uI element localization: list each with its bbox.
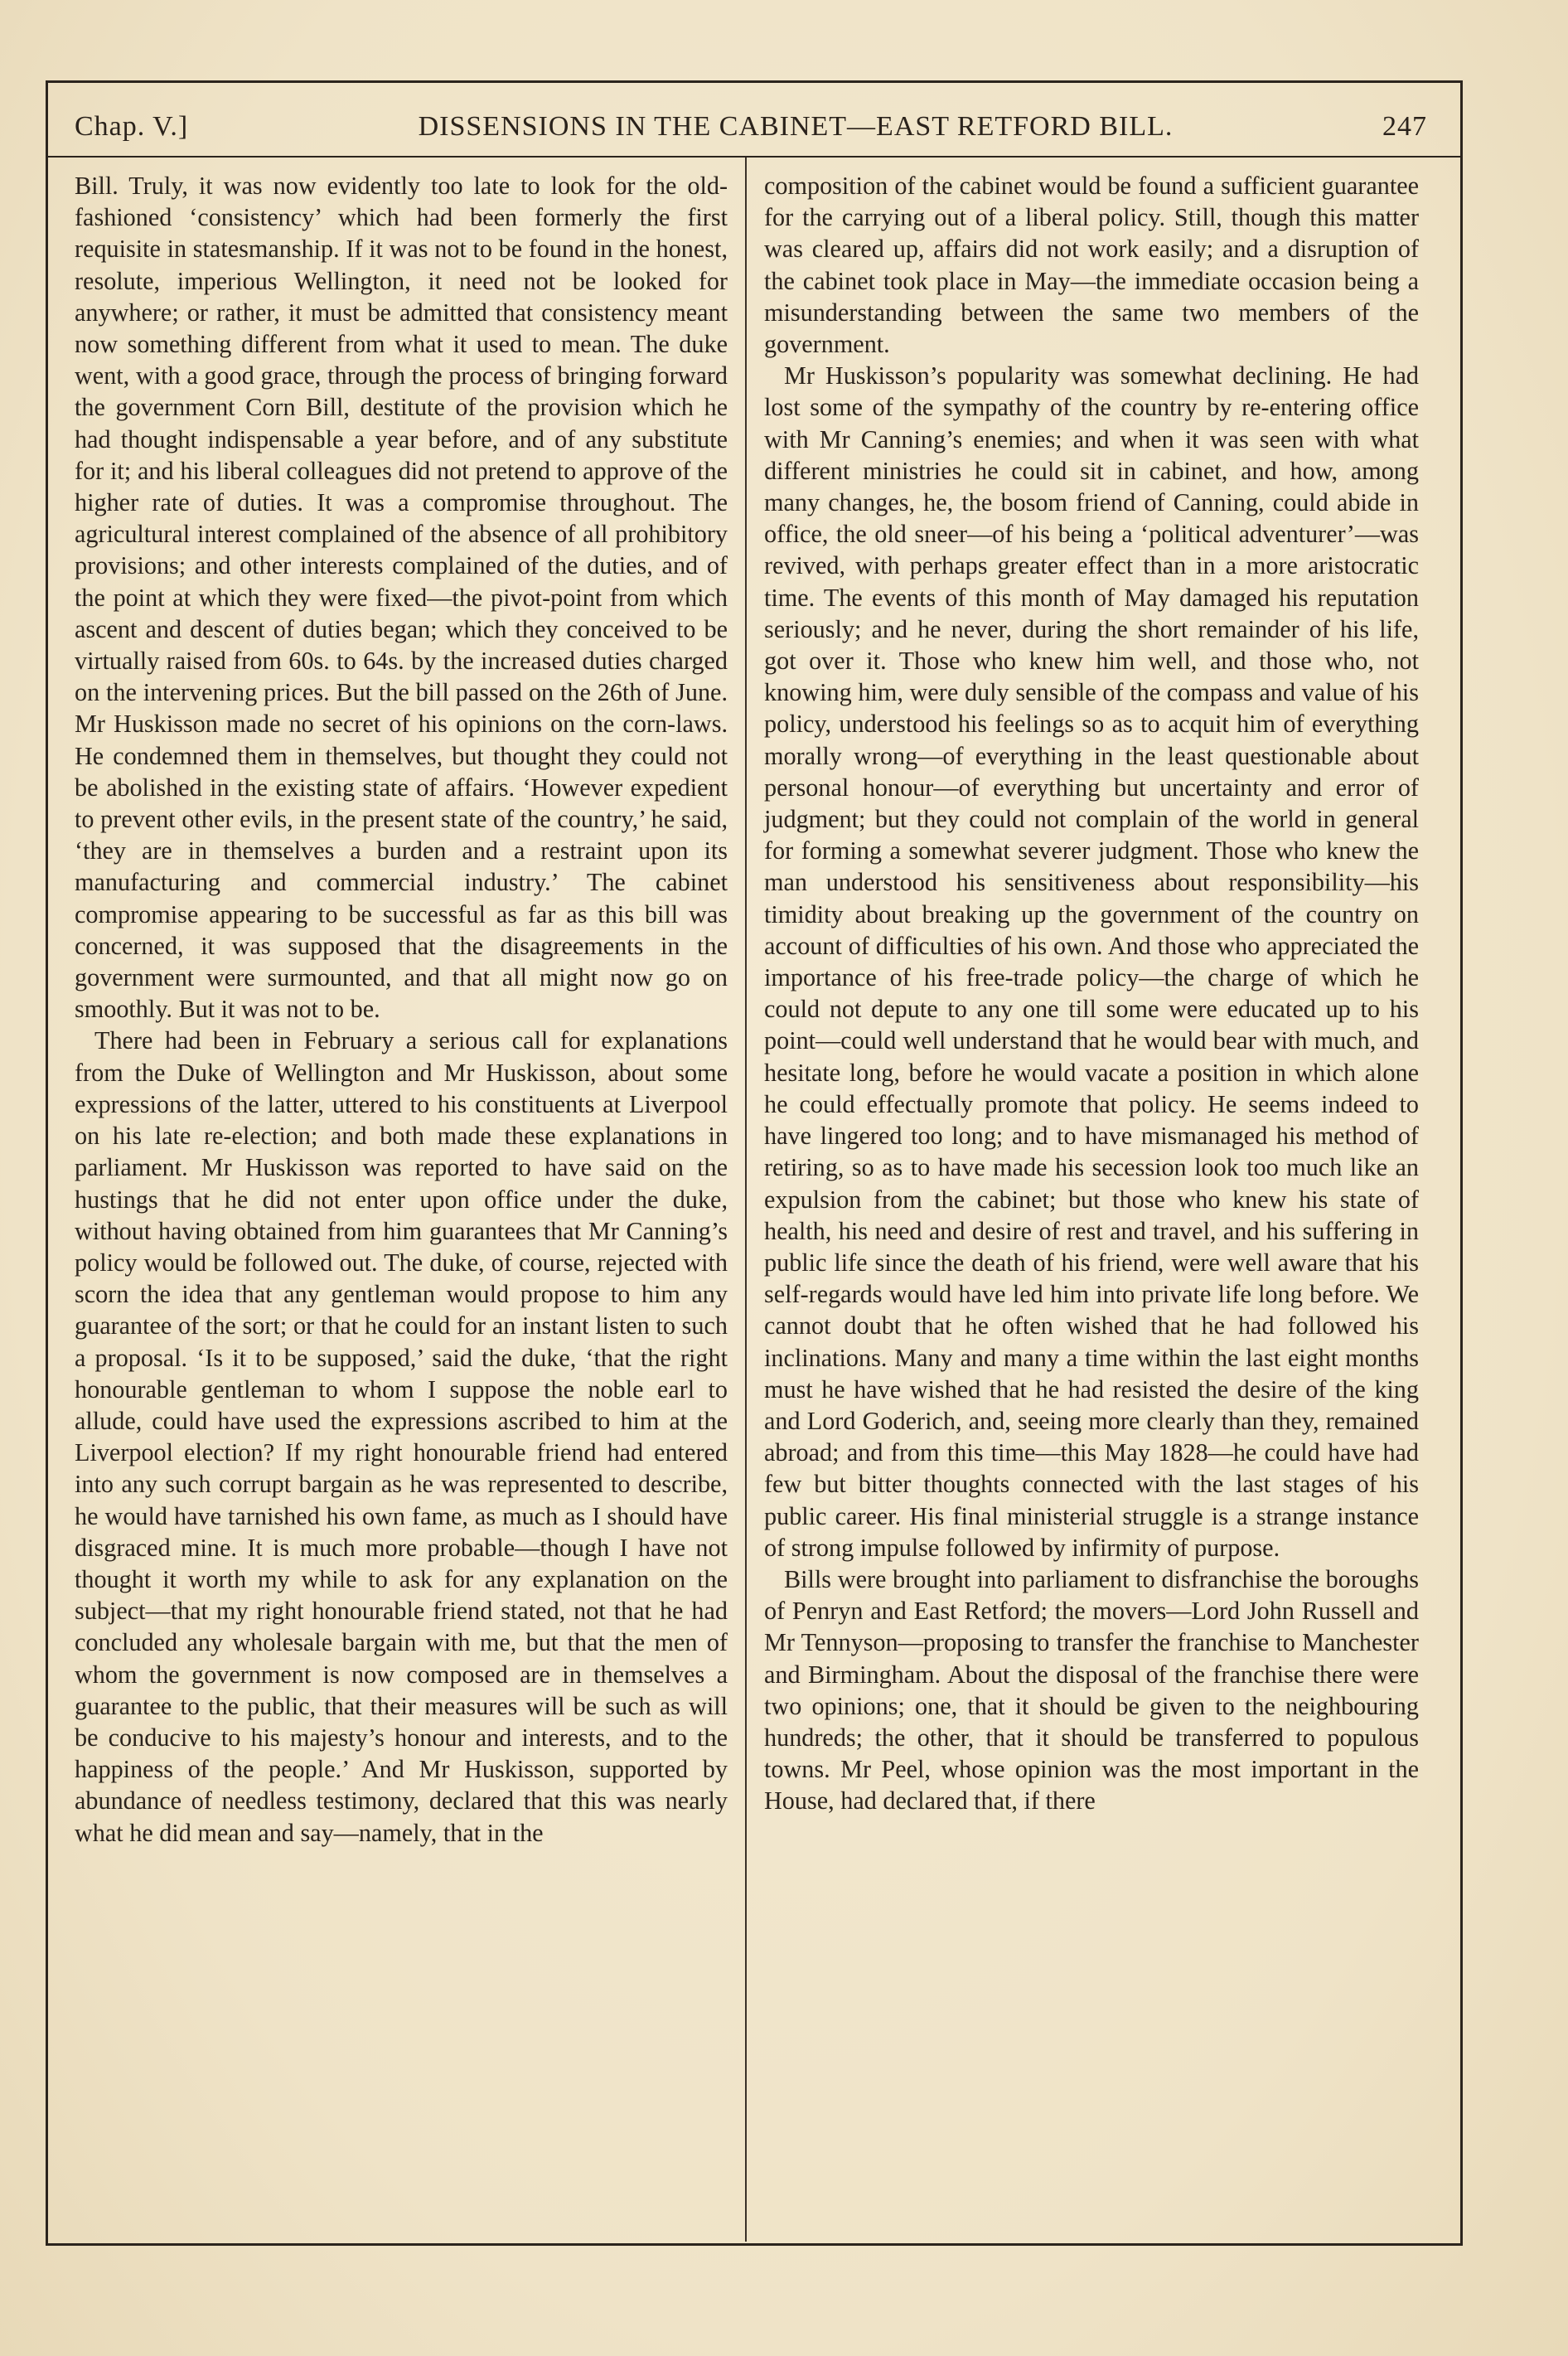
right-column bbox=[764, 170, 1419, 1817]
column-divider bbox=[745, 158, 747, 2242]
right-paragraph-1: composition of the cabinet would be found a sufficient guarantee for the carrying out of a liberal policy. Still, though this matter was cleared up, affairs did not work easily; and a disruption of the cabinet took place in May—the immediate occasion being a misunderstanding between the same two members of the government. bbox=[764, 172, 1419, 359]
frame-left-rule bbox=[46, 80, 48, 2246]
left-column bbox=[75, 170, 728, 1849]
header-rule bbox=[48, 156, 1460, 158]
left-paragraph-1: Bill. Truly, it was now evidently too late to look for the old-fashioned ‘consistency’ which had been formerly the first requisite in statesmanship. If it was not to be found in the honest, resolute, imperious Wellington, it need not be looked for anywhere; or rather, it must be admitted that consistency meant now something different from what it used to mean. The duke went, with a good grace, through the process of bringing forward the government Corn Bill, destitute of the provision which he had thought indispensable a year before, and of any substitute for it; and his liberal colleagues did not pretend to approve of the higher rate of duties. It was a compromise throughout. The agricultural interest complained of the absence of all prohibitory provisions; and other interests complained of the duties, and of the point at which they were fixed—the pivot-point from which ascent and descent of duties began; which they conceived to be virtually raised from 60s. to 64s. by the increased duties charged on the intervening prices. But the bill passed on the 26th of June. Mr Huskisson made no secret of his opinions on the corn-laws. He condemned them in themselves, but thought they could not be abolished in the existing state of affairs. ‘However expedient to prevent other evils, in the present state of the country,’ he said, ‘they are in themselves a burden and a restraint upon its manufacturing and commercial industry.’ The cabinet compromise appearing to be successful as far as this bill was concerned, it was supposed that the disagreements in the government were surmounted, and that all might now go on smoothly. But it was not to be. bbox=[75, 172, 728, 1024]
right-paragraph-3: Bills were brought into parliament to disfranchise the boroughs of Penryn and East Retford; the movers—Lord John Russell and Mr Tennyson—proposing to transfer the franchise to Manchester and Birmingham. About the disposal of the franchise there were two opinions; one, that it should be given to the neighbouring hundreds; the other, that it should be transferred to populous towns. Mr Peel, whose opinion was the most important in the House, had declared that, if there bbox=[764, 1564, 1419, 1815]
chapter-label: Chap. V.] bbox=[75, 111, 189, 142]
left-paragraph-2: There had been in February a serious call for explanations from the Duke of Wellington and Mr Huskisson, about some expressions of the latter, uttered to his constituents at Liverpool on his late re-election; and both made these explanations in parliament. Mr Huskisson was reported to have said on the hustings that he did not enter upon office under the duke, without having obtained from him guarantees that Mr Canning’s policy would be followed out. The duke, of course, rejected with scorn the idea that any gentleman would propose to him any guarantee of the sort; or that he could for an instant listen to such a proposal. ‘Is it to be supposed,’ said the duke, ‘that the right honourable gentleman to whom I suppose the noble earl to allude, could have used the expressions ascribed to him at the Liverpool election? If my right honourable friend had entered into any such corrupt bargain as he was represented to describe, he would have tarnished his own fame, as much as I should have disgraced mine. It is much more probable—though I have not thought it worth my while to ask for any explanation on the subject—that my right honourable friend stated, not that he had concluded any wholesale bargain with me, but that the men of whom the government is now composed are in themselves a guarantee to the public, that their measures will be such as will be conducive to his majesty’s honour and interests, and to the happiness of the people.’ And Mr Huskisson, supported by abundance of needless testimony, declared that this was nearly what he did mean and say—namely, that in the bbox=[75, 1026, 728, 1847]
frame-bottom-rule bbox=[46, 2243, 1463, 2246]
frame-top-rule bbox=[46, 80, 1463, 83]
page-title: DISSENSIONS IN THE CABINET—EAST RETFORD BILL. bbox=[418, 111, 1174, 142]
running-header bbox=[75, 106, 1440, 156]
page-number: 247 bbox=[1382, 111, 1427, 142]
frame-right-rule bbox=[1460, 80, 1463, 2246]
right-paragraph-2: Mr Huskisson’s popularity was somewhat declining. He had lost some of the sympathy of the country by re-entering office with Mr Canning’s enemies; and when it was seen with what different ministries he could sit in cabinet, and how, among many changes, he, the bosom friend of Canning, could abide in office, the old sneer—of his being a ‘political adventurer’—was revived, with perhaps greater effect than in a more aristocratic time. The events of this month of May damaged his reputation seriously; and he never, during the short remainder of his life, got over it. Those who knew him well, and those who, not knowing him, were duly sensible of the compass and value of his policy, understood his feelings so as to acquit him of everything morally wrong—of everything in the least questionable about personal honour—of everything but uncertainty and error of judgment; but they could not complain of the world in general for forming a somewhat severer judgment. Those who knew the man understood his sensitiveness about responsibility—his timidity about breaking up the government of the country on account of difficulties of his own. And those who appreciated the importance of his free-trade policy—the charge of which he could not depute to any one till some were educated up to his point—could well understand that he would bear with much, and hesitate long, before he would vacate a position in which alone he could effectually promote that policy. He seems indeed to have lingered too long; and to have mismanaged his method of retiring, so as to have made his secession look too much like an expulsion from the cabinet; but those who knew his state of health, his need and desire of rest and travel, and his suffering in public life since the death of his friend, were well aware that his self-regards would have led him into private life long before. We cannot doubt that he often wished that he had followed his inclinations. Many and many a time within the last eight months must he have wished that he had resisted the desire of the king and Lord Goderich, and, seeing more clearly than they, remained abroad; and from this time—this May 1828—he could have had few but bitter thoughts connected with the last stages of his public career. His final ministerial struggle is a strange instance of strong impulse followed by infirmity of purpose. bbox=[764, 361, 1419, 1562]
